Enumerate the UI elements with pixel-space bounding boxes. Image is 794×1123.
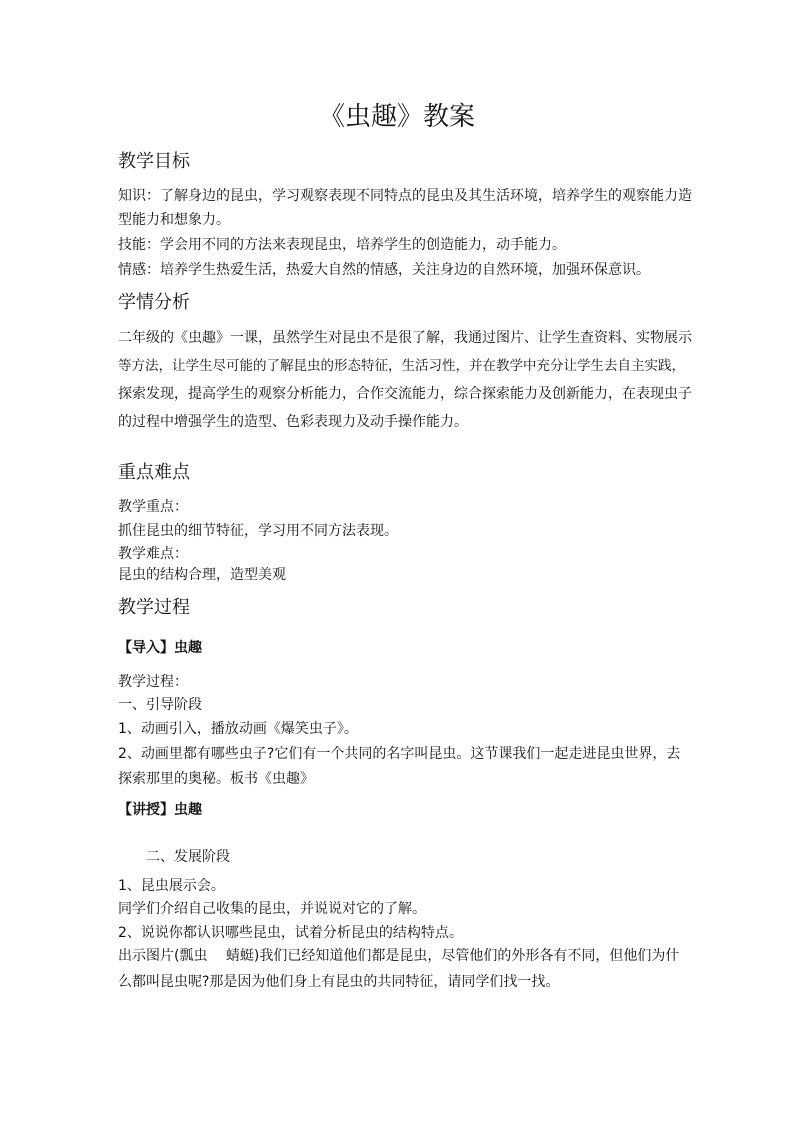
develop-step-3-line-2: 么都叫昆虫呢?那是因为他们身上有昆虫的共同特征，请同学们找一找。 xyxy=(118,974,560,990)
goal-emotion: 情感：培养学生热爱生活，热爱大自然的情感，关注身边的自然环境，加强环保意识。 xyxy=(118,262,650,278)
focus-text: 抓住昆虫的细节特征，学习用不同方法表现。 xyxy=(118,523,398,539)
analysis-line: 的过程中增强学生的造型、色彩表现力及动手操作能力。 xyxy=(118,414,468,430)
process-label: 教学过程： xyxy=(118,674,188,690)
difficulty-text: 昆虫的结构合理，造型美观 xyxy=(118,567,286,583)
lecture-tag: 【讲授】虫趣 xyxy=(118,802,202,818)
goal-knowledge-line-2: 型能力和想象力。 xyxy=(118,212,230,228)
analysis-line: 等方法，让学生尽可能的了解昆虫的形态特征，生活习性，并在教学中充分让学生去自主实践， xyxy=(118,358,685,374)
difficulty-label: 教学难点： xyxy=(118,546,188,562)
develop-step-1-text: 同学们介绍自己收集的昆虫，并说说对它的了解。 xyxy=(118,901,426,917)
intro-tag: 【导入】虫趣 xyxy=(118,640,202,656)
analysis-line: 探索发现，提高学生的观察分析能力，合作交流能力，综合探索能力及创新能力，在表现虫子 xyxy=(118,386,692,402)
step-1: 1、动画引入，播放动画《爆笑虫子》。 xyxy=(118,721,358,737)
page-title: 《虫趣》教案 xyxy=(318,102,475,132)
step-2-line-1: 2、动画里都有哪些虫子?它们有一个共同的名字叫昆虫。这节课我们一起走进昆虫世界，去 xyxy=(118,746,681,762)
goal-knowledge-line-1: 知识：了解身边的昆虫，学习观察表现不同特点的昆虫及其生活环境，培养学生的观察能力造 xyxy=(118,188,692,204)
analysis-line: 二年级的《虫趣》一课，虽然学生对昆虫不是很了解，我通过图片、让学生查资料、实物展示 xyxy=(118,330,692,346)
section-heading-process: 教学过程 xyxy=(118,597,190,618)
section-heading-goals: 教学目标 xyxy=(118,151,190,172)
develop-step-1: 1、昆虫展示会。 xyxy=(118,878,225,894)
stage-develop: 二、发展阶段 xyxy=(146,849,230,865)
develop-step-2: 2、说说你都认识哪些昆虫，试着分析昆虫的结构特点。 xyxy=(118,925,463,941)
section-heading-key-points: 重点难点 xyxy=(118,462,190,483)
section-heading-analysis: 学情分析 xyxy=(118,292,190,313)
develop-step-3-line-1: 出示图片(瓢虫 蜻蜓)我们已经知道他们都是昆虫，尽管他们的外形各有不同，但他们为什 xyxy=(118,948,680,964)
step-2-line-2: 探索那里的奥秘。板书《虫趣》 xyxy=(118,771,314,787)
goal-skills: 技能：学会用不同的方法来表现昆虫，培养学生的创造能力，动手能力。 xyxy=(118,237,566,253)
stage-guide: 一、引导阶段 xyxy=(118,697,202,713)
focus-label: 教学重点： xyxy=(118,499,188,515)
